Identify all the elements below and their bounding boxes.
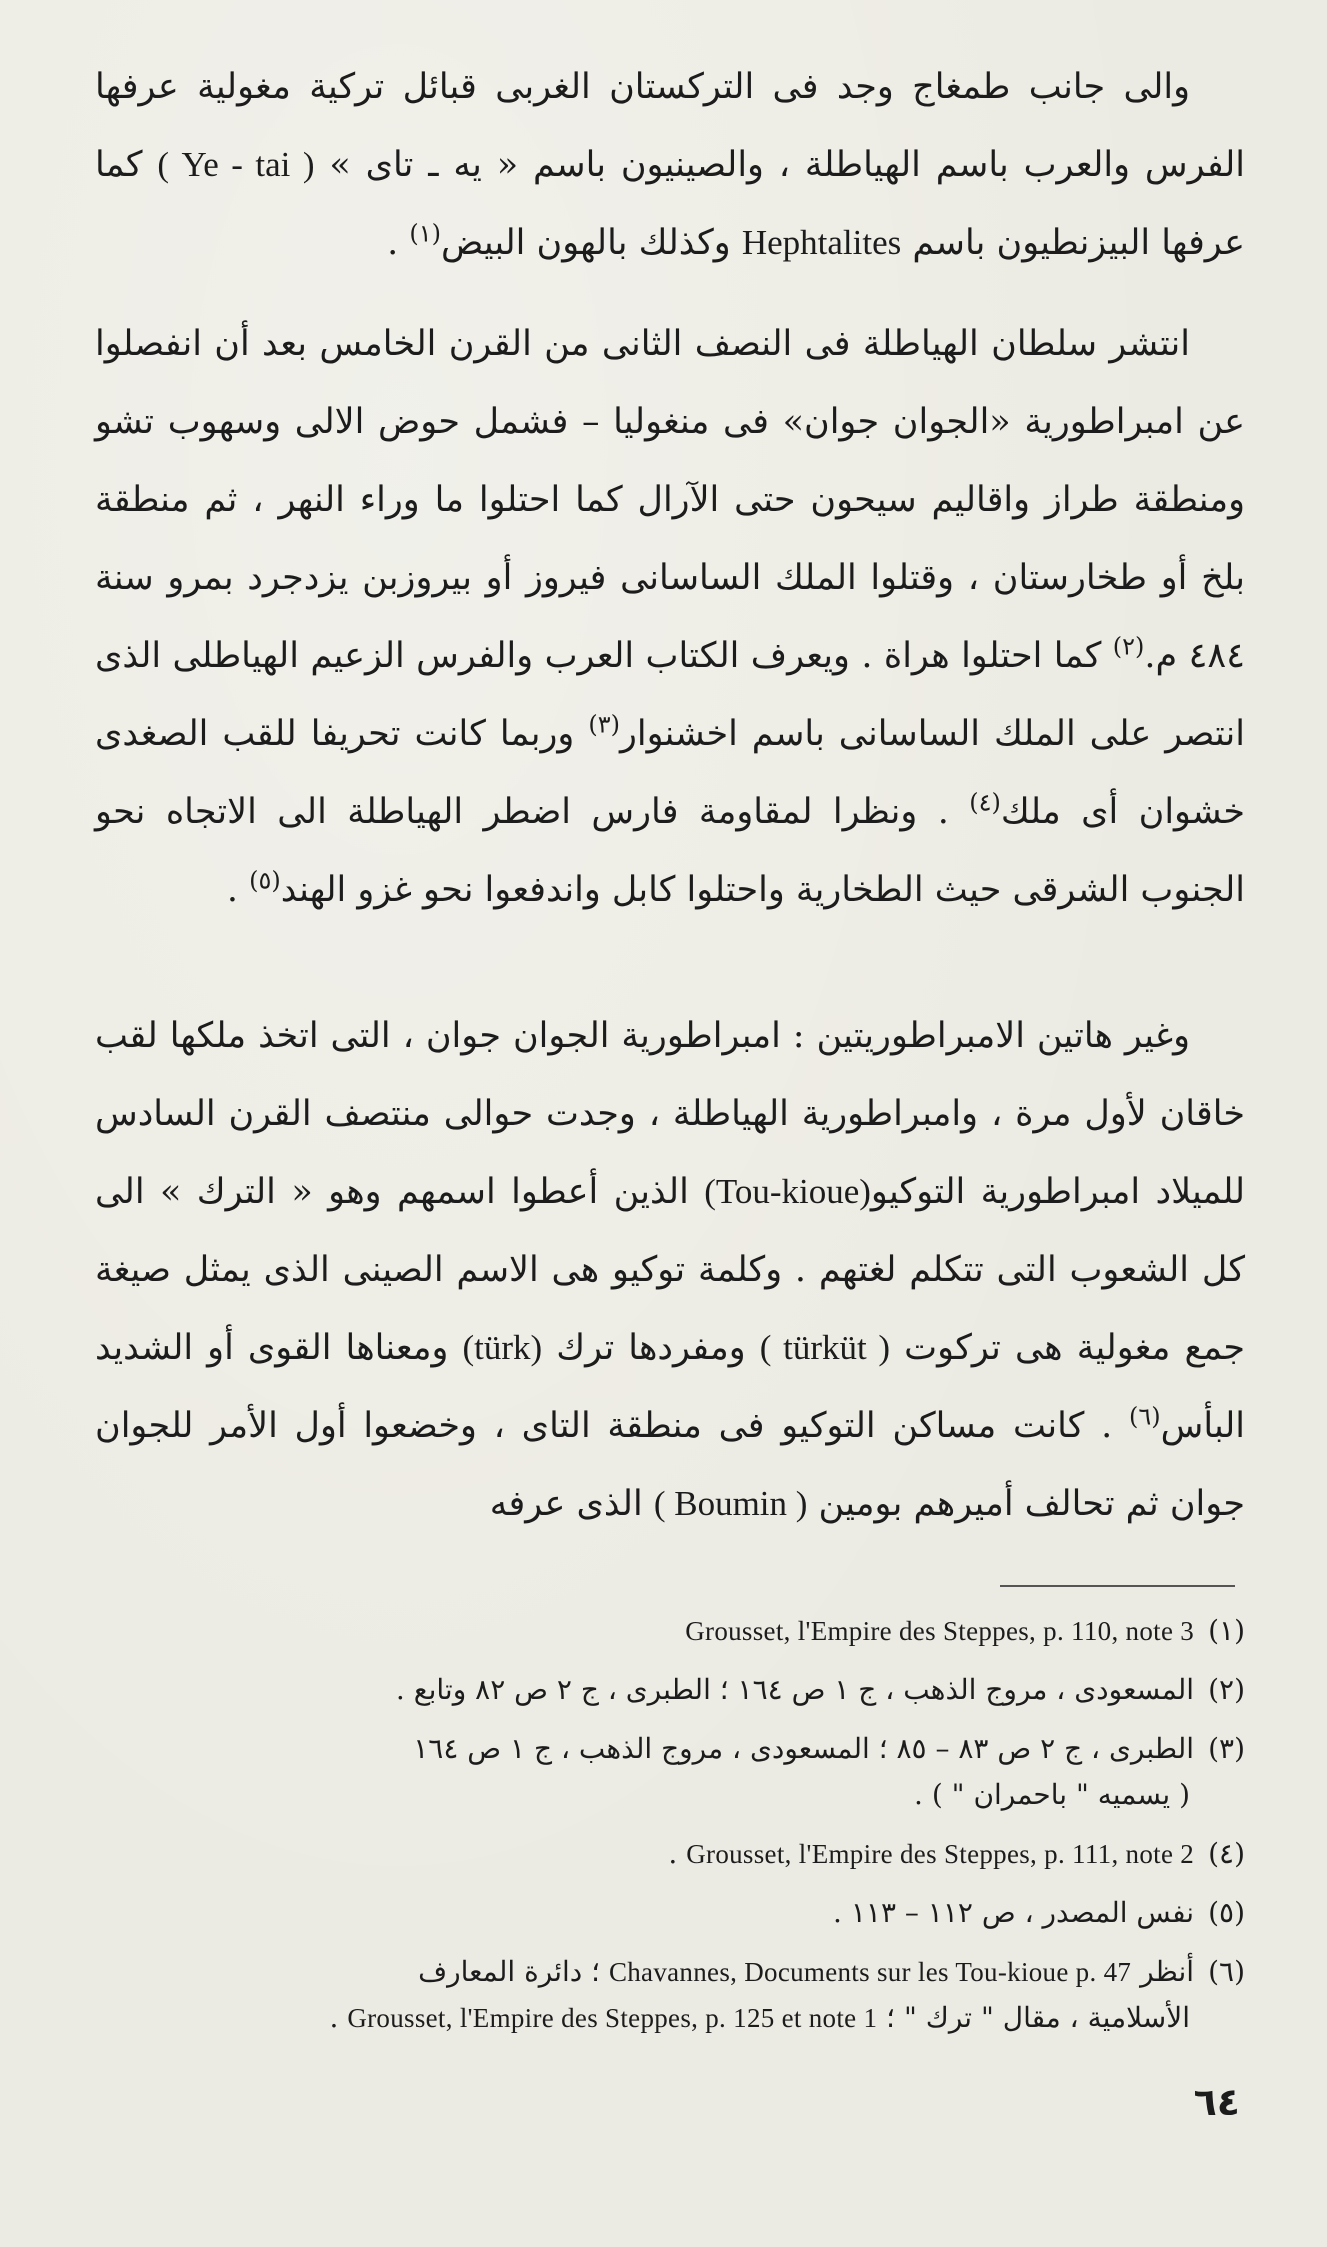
text-run: وغير هاتين الامبراطوريتين : امبراطورية الجوان جوان ، التى اتخذ ملكها لقب خاقان لأول مرة ، وامبراطورية الهياطلة ، وجدت حوالى منتصف القرن السادس للميلاد امبراطورية التوكيو xyxy=(95,1016,1245,1212)
latin-term: Hephtalites xyxy=(741,223,902,262)
citation-text: أنظر xyxy=(1131,1955,1195,1988)
footnote-6-line-1 xyxy=(95,1949,1245,1995)
latin-term: ( Ye - tai ) xyxy=(157,145,315,184)
footnote-1-line-1 xyxy=(95,1608,1245,1654)
footnote-number: (٤) xyxy=(1208,1837,1245,1870)
footnote-ref: (٤) xyxy=(969,788,1001,817)
footnote-number: (٢) xyxy=(1208,1673,1245,1706)
footnote-ref: (٥) xyxy=(249,866,281,895)
text-run: ومفردها ترك xyxy=(542,1328,760,1368)
text-run: ومعناها القوى أو الشديد البأس xyxy=(95,1328,1245,1446)
citation-text: . xyxy=(329,2001,348,2034)
text-run: . xyxy=(387,223,410,263)
latin-term: (türk) xyxy=(462,1328,543,1367)
latin-term: (Tou-kioue) xyxy=(704,1172,871,1211)
text-run: والى جانب طمغاج وجد فى التركستان الغربى قبائل تركية مغولية عرفها الفرس والعرب باسم الهياطلة ، والصينيون باسم « يه ـ تاى » xyxy=(95,67,1245,185)
footnote-6-line-2 xyxy=(95,1995,1245,2041)
citation-text: نفس المصدر ، ص ١١٢ – ١١٣ . xyxy=(833,1896,1195,1929)
footnote-4-line-1 xyxy=(95,1831,1245,1877)
paragraph-text xyxy=(95,48,1245,282)
footnote-3-line-1 xyxy=(95,1726,1245,1772)
paragraph-2 xyxy=(95,305,1245,929)
text-run: انتشر سلطان الهياطلة فى النصف الثانى من القرن الخامس بعد أن انفصلوا عن امبراطورية «الجوان جوان» فى منغوليا – فشمل حوض الالى وسهوب تشو ومنطقة طراز واقاليم سيحون حتى الآرال كما احتلوا ما وراء النهر ، ثم منطقة بلخ أو طخارستان ، وقتلوا الملك الساسانى فيروز أو بيروزبن يزدجرد بمرو سنة ٤٨٤ م. xyxy=(95,324,1246,676)
footnote-number: (٣) xyxy=(1208,1732,1245,1765)
footnote-number: (٦) xyxy=(1208,1955,1245,1988)
footnote-3-line-2 xyxy=(95,1772,1245,1818)
page-number: ٦٤ xyxy=(1193,2080,1240,2124)
citation-text: المسعودى ، مروج الذهب ، ج ١ ص ١٦٤ ؛ الطبرى ، ج ٢ ص ٨٢ وتابع . xyxy=(395,1673,1195,1706)
citation-text: ( يسميه " باحمران " ) . xyxy=(914,1778,1190,1811)
latin-term: ( Boumin ) xyxy=(653,1484,808,1523)
footnote-ref: (٣) xyxy=(588,710,620,739)
text-run: كما احتلوا هراة . ويعرف الكتاب العرب والفرس الزعيم الهياطلى الذى انتصر على الملك الساسانى باسم اخشنوار xyxy=(95,636,1245,754)
citation-text: الأسلامية ، مقال " ترك " ؛ xyxy=(877,2001,1190,2034)
footnote-5-line-1 xyxy=(95,1890,1245,1936)
footnote-number: (١) xyxy=(1208,1614,1245,1647)
text-run: . ونظرا لمقاومة فارس اضطر الهياطلة الى الاتجاه نحو الجنوب الشرقى حيث الطخارية واحتلوا كابل واندفعوا نحو غزو الهند xyxy=(95,792,1245,910)
footnotes xyxy=(95,1608,1245,2041)
text-run: . كانت مساكن التوكيو فى منطقة التاى ، وخضعوا أول الأمر للجوان جوان ثم تحالف أميرهم بومين xyxy=(95,1406,1245,1524)
footnote-ref: (٢) xyxy=(1112,632,1145,661)
citation-text: ؛ دائرة المعارف xyxy=(418,1955,609,1988)
text-run: الذى عرفه xyxy=(489,1484,654,1524)
citation-latin: Grousset, l'Empire des Steppes, p. 110, note 3 xyxy=(685,1616,1195,1646)
text-run: . xyxy=(226,870,250,910)
text-run: وكذلك بالهون البيض xyxy=(440,223,742,263)
citation-latin: Chavannes, Documents sur les Tou-kioue p. 47 xyxy=(608,1957,1132,1987)
latin-term: ( türküt ) xyxy=(759,1328,891,1367)
paragraph-1 xyxy=(95,48,1245,282)
footnote-ref: (١) xyxy=(409,219,441,248)
footnote-ref: (٦) xyxy=(1129,1402,1161,1431)
paragraph-3 xyxy=(95,997,1245,1543)
text-run: وربما كانت تحريفا للقب الصغدى خشوان أى ملك xyxy=(95,714,1245,832)
footnote-number: (٥) xyxy=(1208,1896,1245,1929)
text-run: كما عرفها البيزنطيون باسم xyxy=(95,145,1245,263)
citation-text: . xyxy=(668,1837,687,1870)
citation-latin: Grousset, l'Empire des Steppes, p. 125 et note 1 xyxy=(347,2003,878,2033)
citation-text: الطبرى ، ج ٢ ص ٨٣ – ٨٥ ؛ المسعودى ، مروج الذهب ، ج ١ ص ١٦٤ xyxy=(413,1732,1195,1765)
footnote-divider xyxy=(1000,1585,1235,1587)
footnote-2-line-1 xyxy=(95,1667,1245,1713)
citation-latin: Grousset, l'Empire des Steppes, p. 111, note 2 xyxy=(686,1839,1195,1869)
paragraph-text xyxy=(95,305,1245,929)
paragraph-text xyxy=(95,997,1245,1543)
text-run: الذين أعطوا اسمهم وهو « الترك » الى كل الشعوب التى تتكلم لغتهم . وكلمة توكيو هى الاسم الصينى الذى يمثل صيغة جمع مغولية هى تركوت xyxy=(95,1172,1245,1368)
